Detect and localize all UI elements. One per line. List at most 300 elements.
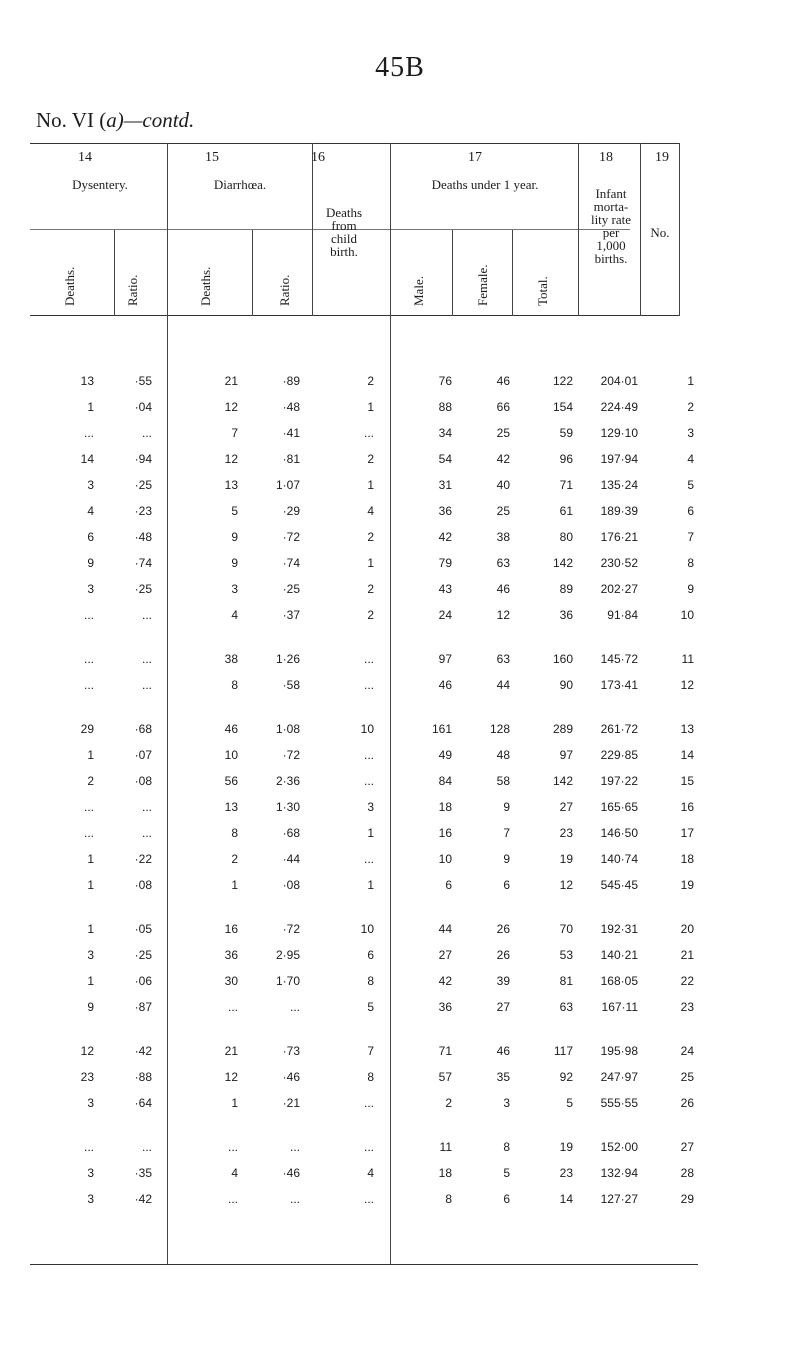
table-row (0, 1166, 800, 1186)
subheader-diarrhoea-deaths: Deaths. (198, 266, 213, 306)
subheader-dysentery-ratio: Ratio. (125, 274, 140, 306)
table-row (0, 774, 800, 794)
row-number-cell: 21 (680, 948, 694, 962)
dysentery-ratio-cell: ·74 (134, 556, 152, 570)
infant-rate-cell: 152·00 (600, 1140, 638, 1154)
table-row (0, 452, 800, 472)
female-cell: 128 (489, 722, 510, 736)
dysentery-ratio-cell: ·88 (134, 1070, 152, 1084)
female-cell: 42 (496, 452, 510, 466)
childbirth-deaths-cell: ... (363, 426, 374, 440)
diarrhoea-deaths-cell: 12 (224, 1070, 238, 1084)
header-childbirth-line: from (331, 218, 357, 233)
diarrhoea-ratio-cell: ·89 (282, 374, 300, 388)
row-number-cell: 7 (687, 530, 694, 544)
male-cell: 10 (438, 852, 452, 866)
diarrhoea-deaths-cell: 1 (231, 878, 238, 892)
male-cell: 24 (438, 608, 452, 622)
heading-prefix: No. VI ( (36, 108, 107, 132)
total-cell: 59 (559, 426, 573, 440)
male-cell: 18 (438, 1166, 452, 1180)
diarrhoea-ratio-cell: 1·08 (275, 722, 300, 736)
childbirth-deaths-cell: 8 (367, 1070, 374, 1084)
header-infant-line: morta- (593, 199, 629, 214)
table-row (0, 582, 800, 602)
header-infant-line: births. (594, 251, 628, 266)
dysentery-ratio-cell: ... (141, 608, 152, 622)
diarrhoea-deaths-cell: 7 (231, 426, 238, 440)
header-deaths-under-1: Deaths under 1 year. (431, 177, 539, 192)
diarrhoea-deaths-cell: 12 (224, 400, 238, 414)
row-number-cell: 3 (687, 426, 694, 440)
female-cell: 63 (496, 556, 510, 570)
dysentery-deaths-cell: 1 (87, 974, 94, 988)
dysentery-ratio-cell: ·22 (134, 852, 152, 866)
table-row (0, 678, 800, 698)
dysentery-deaths-cell: ... (83, 826, 94, 840)
dysentery-deaths-cell: 13 (80, 374, 94, 388)
diarrhoea-deaths-cell: 21 (224, 1044, 238, 1058)
male-cell: 88 (438, 400, 452, 414)
dysentery-ratio-cell: ... (141, 1140, 152, 1154)
row-number-cell: 9 (687, 582, 694, 596)
total-cell: 70 (559, 922, 573, 936)
header-diarrhoea: Diarrhœa. (213, 177, 267, 192)
diarrhoea-ratio-cell: ·37 (282, 608, 300, 622)
childbirth-deaths-cell: 7 (367, 1044, 374, 1058)
male-cell: 84 (438, 774, 452, 788)
total-cell: 97 (559, 748, 573, 762)
infant-rate-cell: 261·72 (600, 722, 638, 736)
dysentery-deaths-cell: 3 (87, 1192, 94, 1206)
childbirth-deaths-cell: ... (363, 1192, 374, 1206)
row-number-cell: 2 (687, 400, 694, 414)
col-number-15: 15 (205, 150, 219, 165)
row-number-cell: 14 (680, 748, 694, 762)
row-number-cell: 25 (680, 1070, 694, 1084)
dysentery-ratio-cell: ·08 (134, 774, 152, 788)
childbirth-deaths-cell: 10 (360, 722, 374, 736)
male-cell: 54 (438, 452, 452, 466)
female-cell: 5 (503, 1166, 510, 1180)
total-cell: 19 (559, 852, 573, 866)
col-number-19: 19 (655, 150, 669, 165)
dysentery-deaths-cell: ... (83, 800, 94, 814)
diarrhoea-ratio-cell: ·48 (282, 400, 300, 414)
diarrhoea-deaths-cell: 30 (224, 974, 238, 988)
row-number-cell: 24 (680, 1044, 694, 1058)
table-row (0, 1044, 800, 1064)
female-cell: 3 (503, 1096, 510, 1110)
row-number-cell: 13 (680, 722, 694, 736)
total-cell: 14 (559, 1192, 573, 1206)
infant-rate-cell: 91·84 (607, 608, 638, 622)
female-cell: 46 (496, 582, 510, 596)
dysentery-deaths-cell: 1 (87, 922, 94, 936)
dysentery-ratio-cell: ·06 (134, 974, 152, 988)
dysentery-ratio-cell: ... (141, 800, 152, 814)
childbirth-deaths-cell: 3 (367, 800, 374, 814)
childbirth-deaths-cell: 2 (367, 452, 374, 466)
total-cell: 27 (559, 800, 573, 814)
dysentery-deaths-cell: 1 (87, 748, 94, 762)
childbirth-deaths-cell: ... (363, 1096, 374, 1110)
diarrhoea-deaths-cell: 16 (224, 922, 238, 936)
dysentery-deaths-cell: 3 (87, 1096, 94, 1110)
dysentery-ratio-cell: ·48 (134, 530, 152, 544)
subheader-male: Male. (411, 276, 426, 306)
row-number-cell: 8 (687, 556, 694, 570)
total-cell: 289 (552, 722, 573, 736)
dysentery-deaths-cell: 3 (87, 1166, 94, 1180)
infant-rate-cell: 140·21 (600, 948, 638, 962)
table-row (0, 608, 800, 628)
dysentery-ratio-cell: ·25 (134, 948, 152, 962)
infant-rate-cell: 127·27 (600, 1192, 638, 1206)
female-cell: 25 (496, 426, 510, 440)
infant-rate-cell: 555·55 (600, 1096, 638, 1110)
diarrhoea-deaths-cell: 8 (231, 826, 238, 840)
table-row (0, 478, 800, 498)
infant-rate-cell: 165·65 (600, 800, 638, 814)
header-infant-line: Infant (595, 186, 627, 201)
infant-rate-cell: 230·52 (600, 556, 638, 570)
row-number-cell: 11 (681, 652, 694, 666)
diarrhoea-ratio-cell: ·44 (282, 852, 300, 866)
female-cell: 26 (496, 948, 510, 962)
table-row (0, 1096, 800, 1116)
dysentery-deaths-cell: 14 (80, 452, 94, 466)
male-cell: 76 (438, 374, 452, 388)
total-cell: 160 (552, 652, 573, 666)
dysentery-deaths-cell: 9 (87, 556, 94, 570)
female-cell: 8 (503, 1140, 510, 1154)
infant-rate-cell: 176·21 (600, 530, 638, 544)
total-cell: 80 (559, 530, 573, 544)
dysentery-ratio-cell: ·08 (134, 878, 152, 892)
total-cell: 89 (559, 582, 573, 596)
infant-rate-cell: 129·10 (600, 426, 638, 440)
female-cell: 27 (496, 1000, 510, 1014)
header-infant-line: per (602, 225, 620, 240)
dysentery-ratio-cell: ·35 (134, 1166, 152, 1180)
row-number-cell: 29 (680, 1192, 694, 1206)
total-cell: 92 (559, 1070, 573, 1084)
male-cell: 71 (438, 1044, 452, 1058)
dysentery-ratio-cell: ·25 (134, 478, 152, 492)
childbirth-deaths-cell: 6 (367, 948, 374, 962)
male-cell: 8 (445, 1192, 452, 1206)
dysentery-deaths-cell: ... (83, 678, 94, 692)
dysentery-deaths-cell: 2 (87, 774, 94, 788)
table-row (0, 504, 800, 524)
childbirth-deaths-cell: 2 (367, 608, 374, 622)
row-number-cell: 28 (680, 1166, 694, 1180)
diarrhoea-ratio-cell: ·72 (282, 922, 300, 936)
female-cell: 9 (503, 852, 510, 866)
col-number-17: 17 (468, 150, 482, 165)
male-cell: 42 (438, 974, 452, 988)
male-cell: 36 (438, 504, 452, 518)
table-row (0, 652, 800, 672)
total-cell: 53 (559, 948, 573, 962)
infant-rate-cell: 140·74 (600, 852, 638, 866)
diarrhoea-ratio-cell: ·41 (282, 426, 300, 440)
childbirth-deaths-cell: 1 (367, 478, 374, 492)
childbirth-deaths-cell: 8 (367, 974, 374, 988)
diarrhoea-ratio-cell: ·58 (282, 678, 300, 692)
infant-rate-cell: 167·11 (601, 1000, 638, 1014)
table-row (0, 826, 800, 846)
diarrhoea-deaths-cell: 8 (231, 678, 238, 692)
female-cell: 38 (496, 530, 510, 544)
total-cell: 142 (552, 556, 573, 570)
table-row (0, 800, 800, 820)
male-cell: 34 (438, 426, 452, 440)
male-cell: 79 (438, 556, 452, 570)
diarrhoea-ratio-cell: 1·70 (275, 974, 300, 988)
header-infant-line: lity rate (590, 212, 632, 227)
subheader-dysentery-deaths: Deaths. (62, 266, 77, 306)
childbirth-deaths-cell: 2 (367, 374, 374, 388)
infant-rate-cell: 145·72 (600, 652, 638, 666)
diarrhoea-deaths-cell: 9 (231, 530, 238, 544)
male-cell: 43 (438, 582, 452, 596)
dysentery-deaths-cell: 23 (80, 1070, 94, 1084)
diarrhoea-ratio-cell: ·81 (282, 452, 300, 466)
dysentery-ratio-cell: ·87 (134, 1000, 152, 1014)
page-number: 45B (375, 52, 425, 83)
row-number-cell: 17 (680, 826, 694, 840)
dysentery-ratio-cell: ·42 (134, 1192, 152, 1206)
diarrhoea-deaths-cell: 1 (231, 1096, 238, 1110)
diarrhoea-deaths-cell: 5 (231, 504, 238, 518)
diarrhoea-ratio-cell: ·68 (282, 826, 300, 840)
diarrhoea-deaths-cell: 9 (231, 556, 238, 570)
col-number-18: 18 (599, 150, 613, 165)
infant-rate-cell: 197·94 (600, 452, 638, 466)
table-row (0, 400, 800, 420)
childbirth-deaths-cell: 2 (367, 530, 374, 544)
dysentery-deaths-cell: 3 (87, 582, 94, 596)
dysentery-ratio-cell: ·04 (134, 400, 152, 414)
row-number-cell: 27 (680, 1140, 694, 1154)
diarrhoea-deaths-cell: ... (227, 1192, 238, 1206)
dysentery-deaths-cell: 9 (87, 1000, 94, 1014)
dysentery-ratio-cell: ·42 (134, 1044, 152, 1058)
diarrhoea-ratio-cell: ·73 (282, 1044, 300, 1058)
female-cell: 7 (503, 826, 510, 840)
table-row (0, 878, 800, 898)
dysentery-ratio-cell: ·64 (134, 1096, 152, 1110)
infant-rate-cell: 202·27 (600, 582, 638, 596)
heading-letter: a (106, 108, 117, 132)
diarrhoea-deaths-cell: 2 (231, 852, 238, 866)
diarrhoea-ratio-cell: ·08 (282, 878, 300, 892)
male-cell: 42 (438, 530, 452, 544)
dysentery-deaths-cell: 1 (87, 852, 94, 866)
diarrhoea-ratio-cell: ·46 (282, 1070, 300, 1084)
total-cell: 90 (559, 678, 573, 692)
dysentery-deaths-cell: 6 (87, 530, 94, 544)
male-cell: 11 (439, 1140, 452, 1154)
diarrhoea-deaths-cell: 38 (224, 652, 238, 666)
row-number-cell: 23 (680, 1000, 694, 1014)
male-cell: 16 (438, 826, 452, 840)
infant-rate-cell: 132·94 (600, 1166, 638, 1180)
female-cell: 26 (496, 922, 510, 936)
female-cell: 6 (503, 878, 510, 892)
male-cell: 36 (438, 1000, 452, 1014)
table-row (0, 948, 800, 968)
table-row (0, 748, 800, 768)
table-row (0, 1140, 800, 1160)
row-number-cell: 10 (680, 608, 694, 622)
infant-rate-cell: 224·49 (600, 400, 638, 414)
dysentery-deaths-cell: 12 (80, 1044, 94, 1058)
dysentery-ratio-cell: ·05 (134, 922, 152, 936)
infant-rate-cell: 189·39 (600, 504, 638, 518)
diarrhoea-ratio-cell: 1·30 (275, 800, 300, 814)
infant-rate-cell: 192·31 (600, 922, 638, 936)
row-number-cell: 18 (680, 852, 694, 866)
row-number-cell: 19 (680, 878, 694, 892)
total-cell: 154 (552, 400, 573, 414)
infant-rate-cell: 146·50 (600, 826, 638, 840)
female-cell: 46 (496, 374, 510, 388)
childbirth-deaths-cell: ... (363, 678, 374, 692)
subheader-total: Total. (535, 276, 550, 306)
total-cell: 36 (559, 608, 573, 622)
childbirth-deaths-cell: ... (363, 852, 374, 866)
diarrhoea-ratio-cell: ... (289, 1192, 300, 1206)
row-number-cell: 5 (687, 478, 694, 492)
male-cell: 31 (438, 478, 452, 492)
total-cell: 71 (559, 478, 573, 492)
col-number-14: 14 (78, 150, 92, 165)
female-cell: 9 (503, 800, 510, 814)
childbirth-deaths-cell: 1 (367, 556, 374, 570)
total-cell: 5 (566, 1096, 573, 1110)
childbirth-deaths-cell: ... (363, 774, 374, 788)
dysentery-deaths-cell: 4 (87, 504, 94, 518)
diarrhoea-ratio-cell: ·72 (282, 748, 300, 762)
dysentery-deaths-cell: 1 (87, 878, 94, 892)
female-cell: 58 (496, 774, 510, 788)
total-cell: 19 (559, 1140, 573, 1154)
row-number-cell: 12 (680, 678, 694, 692)
dysentery-ratio-cell: ·25 (134, 582, 152, 596)
childbirth-deaths-cell: ... (363, 748, 374, 762)
diarrhoea-deaths-cell: 4 (231, 1166, 238, 1180)
heading-suffix: )—contd. (116, 108, 195, 132)
dysentery-ratio-cell: ... (141, 826, 152, 840)
table-row (0, 374, 800, 394)
infant-rate-cell: 229·85 (600, 748, 638, 762)
row-number-cell: 26 (680, 1096, 694, 1110)
dysentery-deaths-cell: 29 (80, 722, 94, 736)
diarrhoea-ratio-cell: ·21 (282, 1096, 300, 1110)
diarrhoea-deaths-cell: 10 (224, 748, 238, 762)
male-cell: 97 (438, 652, 452, 666)
total-cell: 96 (559, 452, 573, 466)
childbirth-deaths-cell: ... (363, 1140, 374, 1154)
infant-rate-cell: 247·97 (600, 1070, 638, 1084)
childbirth-deaths-cell: ... (363, 652, 374, 666)
table-row (0, 1000, 800, 1020)
dysentery-ratio-cell: ... (141, 652, 152, 666)
female-cell: 46 (496, 1044, 510, 1058)
table-row (0, 922, 800, 942)
childbirth-deaths-cell: 5 (367, 1000, 374, 1014)
diarrhoea-ratio-cell: 2·36 (275, 774, 300, 788)
male-cell: 18 (438, 800, 452, 814)
diarrhoea-deaths-cell: 36 (224, 948, 238, 962)
diarrhoea-deaths-cell: 13 (224, 800, 238, 814)
dysentery-deaths-cell: ... (83, 608, 94, 622)
table-row (0, 722, 800, 742)
table-row (0, 1070, 800, 1090)
header-dysentery: Dysentery. (72, 177, 128, 192)
diarrhoea-ratio-cell: 1·07 (275, 478, 300, 492)
childbirth-deaths-cell: 1 (367, 878, 374, 892)
dysentery-deaths-cell: ... (83, 1140, 94, 1154)
header-infant-line: 1,000 (596, 238, 626, 253)
childbirth-deaths-cell: 2 (367, 582, 374, 596)
childbirth-deaths-cell: 4 (367, 1166, 374, 1180)
total-cell: 63 (559, 1000, 573, 1014)
diarrhoea-ratio-cell: ·74 (282, 556, 300, 570)
childbirth-deaths-cell: 1 (367, 826, 374, 840)
diarrhoea-deaths-cell: ... (227, 1140, 238, 1154)
female-cell: 39 (496, 974, 510, 988)
diarrhoea-ratio-cell: ·29 (282, 504, 300, 518)
header-no: No. (650, 225, 670, 240)
dysentery-deaths-cell: ... (83, 652, 94, 666)
diarrhoea-ratio-cell: 1·26 (275, 652, 300, 666)
row-number-cell: 4 (687, 452, 694, 466)
diarrhoea-deaths-cell: 46 (224, 722, 238, 736)
diarrhoea-deaths-cell: ... (227, 1000, 238, 1014)
infant-rate-cell: 173·41 (600, 678, 638, 692)
diarrhoea-ratio-cell: ·46 (282, 1166, 300, 1180)
dysentery-ratio-cell: ·23 (134, 504, 152, 518)
male-cell: 2 (445, 1096, 452, 1110)
childbirth-deaths-cell: 10 (360, 922, 374, 936)
infant-rate-cell: 135·24 (600, 478, 638, 492)
male-cell: 44 (438, 922, 452, 936)
female-cell: 48 (496, 748, 510, 762)
male-cell: 57 (438, 1070, 452, 1084)
dysentery-deaths-cell: 3 (87, 478, 94, 492)
male-cell: 161 (431, 722, 452, 736)
total-cell: 122 (552, 374, 573, 388)
dysentery-ratio-cell: ·07 (134, 748, 152, 762)
header-childbirth-line: child (331, 231, 357, 246)
female-cell: 25 (496, 504, 510, 518)
diarrhoea-deaths-cell: 4 (231, 608, 238, 622)
diarrhoea-deaths-cell: 3 (231, 582, 238, 596)
diarrhoea-deaths-cell: 21 (224, 374, 238, 388)
row-number-cell: 15 (680, 774, 694, 788)
dysentery-deaths-cell: 1 (87, 400, 94, 414)
male-cell: 49 (438, 748, 452, 762)
diarrhoea-ratio-cell: ·25 (282, 582, 300, 596)
dysentery-ratio-cell: ... (141, 426, 152, 440)
female-cell: 12 (496, 608, 510, 622)
diarrhoea-ratio-cell: 2·95 (275, 948, 300, 962)
total-cell: 117 (553, 1044, 573, 1058)
